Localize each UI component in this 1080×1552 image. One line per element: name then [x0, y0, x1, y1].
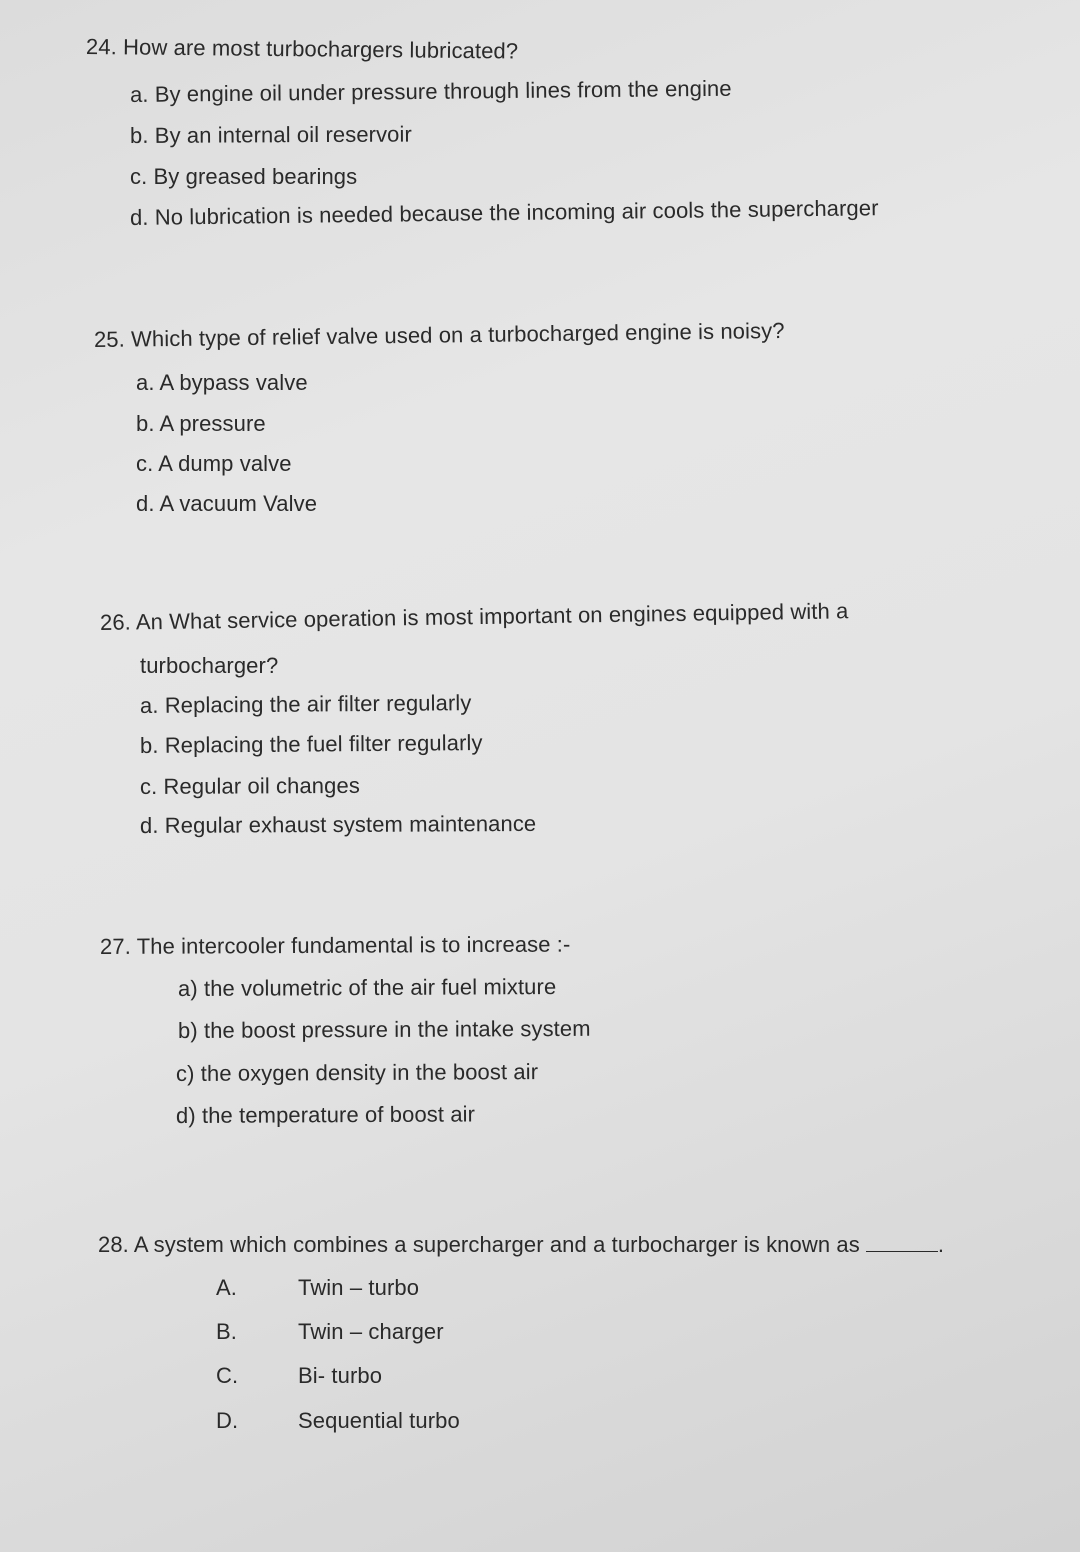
question-25-option-b: b. A pressure: [136, 411, 266, 436]
question-25-stem: 25. Which type of relief valve used on a turbocharged engine is noisy?: [93, 317, 785, 352]
question-28-stem-text: 28. A system which combines a supercharger and a turbocharger is known as: [98, 1232, 860, 1257]
option-text: Sequential turbo: [298, 1408, 460, 1433]
question-28-option-a: [216, 1275, 419, 1301]
question-24-option-b: b. By an internal oil reservoir: [129, 121, 412, 148]
question-28-stem-end: .: [937, 1232, 945, 1257]
question-28-option-c: [216, 1363, 382, 1389]
option-text: Twin – turbo: [298, 1275, 420, 1300]
question-26-option-d: d. Regular exhaust system maintenance: [139, 810, 537, 838]
question-26-stem-line1: 26. An What service operation is most important on engines equipped with a: [99, 598, 849, 635]
question-26-option-a: a. Replacing the air filter regularly: [139, 690, 472, 718]
question-24-option-d: d. No lubrication is needed because the incoming air cools the supercharger: [129, 195, 879, 230]
question-27-option-d: d) the temperature of boost air: [175, 1101, 476, 1128]
question-24-option-a: a. By engine oil under pressure through lines from the engine: [129, 75, 732, 107]
option-letter: B.: [216, 1319, 237, 1344]
question-28-option-d: [216, 1408, 460, 1434]
question-24-stem: 24. How are most turbochargers lubricated?: [85, 34, 519, 64]
question-26-option-b: b. Replacing the fuel filter regularly: [139, 730, 483, 758]
question-27-option-b: b) the boost pressure in the intake system: [177, 1015, 591, 1043]
question-24-option-c: c. By greased bearings: [130, 164, 358, 189]
option-letter: D.: [216, 1408, 239, 1433]
question-25-option-a: a. A bypass valve: [136, 370, 308, 395]
option-letter: C.: [216, 1363, 239, 1388]
option-text: Bi- turbo: [298, 1363, 383, 1388]
question-26-option-c: c. Regular oil changes: [139, 772, 360, 799]
question-25-option-c: c. A dump valve: [136, 451, 292, 476]
question-27-stem: 27. The intercooler fundamental is to increase :-: [99, 931, 571, 959]
question-27-option-a: a) the volumetric of the air fuel mixture: [177, 974, 557, 1001]
question-26-stem-line2: turbocharger?: [140, 653, 279, 678]
answer-blank: [866, 1233, 938, 1252]
question-25-option-d: d. A vacuum Valve: [136, 491, 318, 516]
question-28-stem: [98, 1232, 944, 1258]
option-text: Twin – charger: [298, 1319, 444, 1344]
question-27-option-c: c) the oxygen density in the boost air: [175, 1059, 539, 1086]
option-letter: A.: [216, 1275, 237, 1300]
question-28-option-b: [216, 1319, 444, 1345]
